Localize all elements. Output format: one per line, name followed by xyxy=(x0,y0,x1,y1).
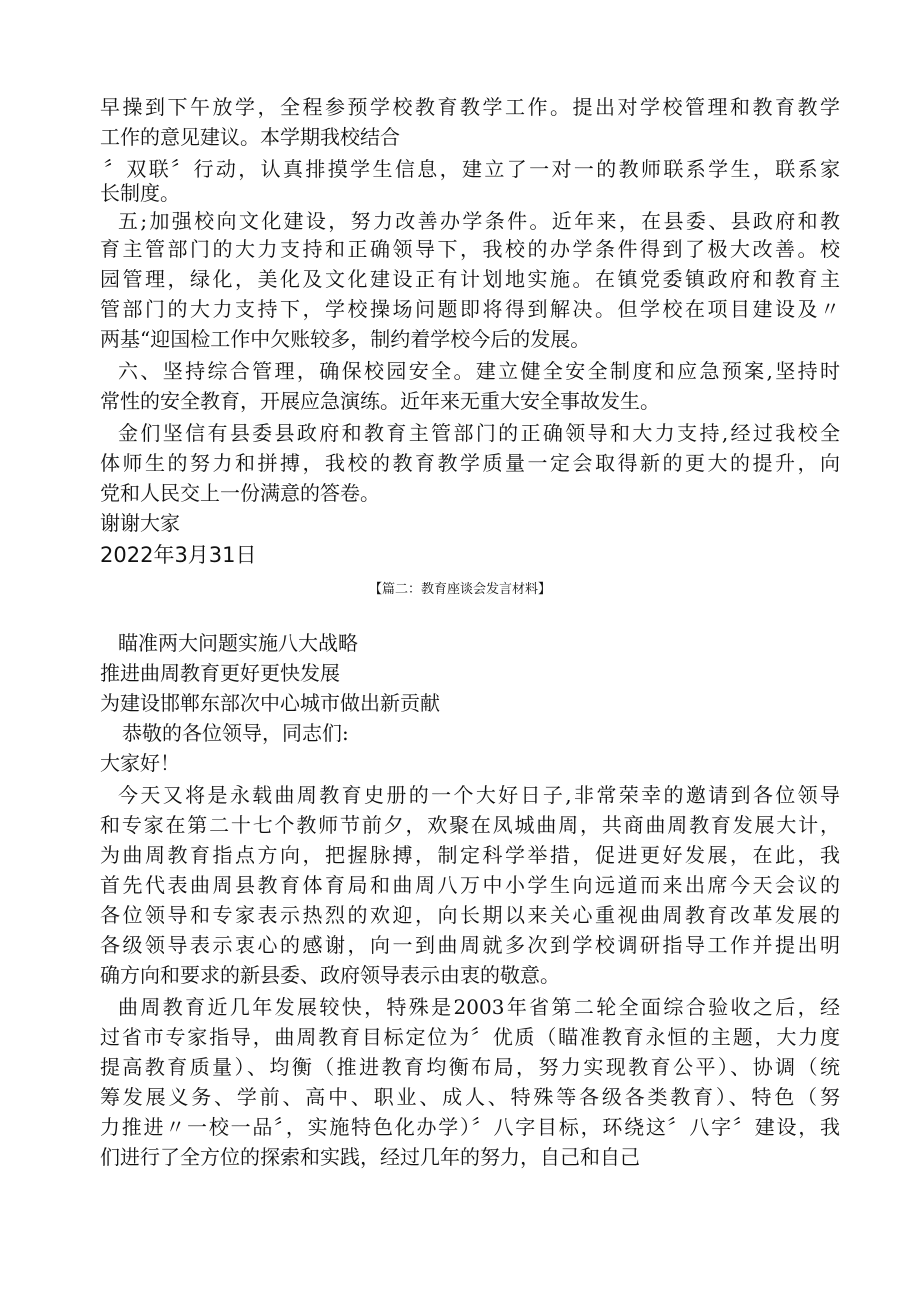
paragraph-line: 两基“迎国检工作中欠账较多，制约着学校今后的发展。 xyxy=(100,327,591,351)
paragraph-line: 育主管部门的大力支持和正确领导下，我校的办学条件得到了极大改善。校 xyxy=(100,237,840,261)
paragraph-line: 力推进〃一校一品〞，实施特色化办学）〞八字目标，环绕这〞八字〞建设，我 xyxy=(100,1115,840,1139)
paragraph-line: 过省市专家指导，曲周教育目标定位为〞优质（瞄准教育永恒的主题，大力度 xyxy=(100,1025,840,1049)
heading-line: 瞄准两大问题实施八大战略 xyxy=(118,631,358,655)
paragraph-line: 五;加强校向文化建设，努力改善办学条件。近年来，在县委、县政府和教 xyxy=(118,209,840,233)
paragraph-line: 六、坚持综合管理，确保校园安全。建立健全安全制度和应急预案,坚持时 xyxy=(118,359,840,383)
closing-line: 谢谢大家 xyxy=(100,511,180,535)
salutation-line: 恭敬的各位领导，同志们: xyxy=(122,721,349,745)
paragraph-line: 各位领导和专家表示热烈的欢迎，向长期以来关心重视曲周教育改革发展的 xyxy=(100,903,840,927)
paragraph-line: 党和人民交上一份满意的答卷。 xyxy=(100,481,380,505)
paragraph-line: 提高教育质量）、均衡（推进教育均衡布局，努力实现教育公平）、协调（统 xyxy=(100,1055,840,1079)
date-line: 2022年3月31日 xyxy=(100,543,257,567)
section-title: 【篇二：教育座谈会发言材料】 xyxy=(368,582,551,597)
paragraph-line: 早操到下午放学，全程参预学校教育教学工作。提出对学校管理和教育教学 xyxy=(100,95,840,119)
paragraph-line: 今天又将是永载曲周教育史册的一个大好日子,非常荣幸的邀请到各位领导 xyxy=(118,783,840,807)
paragraph-line: 工作的意见建议。本学期我校结合 xyxy=(100,125,400,149)
paragraph-line: 曲周教育近几年发展较快，特殊是2003年省第二轮全面综合验收之后，经 xyxy=(118,995,840,1019)
paragraph-line: 们进行了全方位的探索和实践，经过几年的努力，自己和自己 xyxy=(100,1145,640,1169)
paragraph-line: 常性的安全教育，开展应急演练。近年来无重大安全事故发生。 xyxy=(100,389,660,413)
paragraph-line: 园管理，绿化，美化及文化建设正有计划地实施。在镇党委镇政府和教育主 xyxy=(100,267,840,291)
paragraph-line: 体师生的努力和拼搏，我校的教育教学质量一定会取得新的更大的提升，向 xyxy=(100,451,840,475)
paragraph-line: 首先代表曲周县教育体育局和曲周八万中小学生向远道而来出席今天会议的 xyxy=(100,873,840,897)
paragraph-line: 管部门的大力支持下，学校操场问题即将得到解决。但学校在项目建设及〃 xyxy=(100,297,840,321)
greeting-line: 大家好！ xyxy=(100,751,180,775)
paragraph-line: 为曲周教育指点方向，把握脉搏，制定科学举措，促进更好发展，在此，我 xyxy=(100,843,840,867)
paragraph-line: 金们坚信有县委县政府和教育主管部门的正确领导和大力支持,经过我校全 xyxy=(118,421,840,445)
paragraph-line: 确方向和要求的新县委、政府领导表示由衷的敬意。 xyxy=(100,963,560,987)
heading-line: 推进曲周教育更好更快发展 xyxy=(100,661,340,685)
paragraph-line: 筹发展义务、学前、高中、职业、成人、特殊等各级各类教育）、特色（努 xyxy=(100,1085,840,1109)
heading-line: 为建设邯郸东部次中心城市做出新贡献 xyxy=(100,691,440,715)
paragraph-line: 各级领导表示衷心的感谢，向一到曲周就多次到学校调研指导工作并提出明 xyxy=(100,933,840,957)
paragraph-line: 和专家在第二十七个教师节前夕，欢聚在凤城曲周，共商曲周教育发展大计， xyxy=(100,813,840,837)
paragraph-line: 〞双联〞行动，认真排摸学生信息，建立了一对一的教师联系学生，联系家 xyxy=(104,157,840,181)
paragraph-line: 长制度。 xyxy=(100,181,180,205)
